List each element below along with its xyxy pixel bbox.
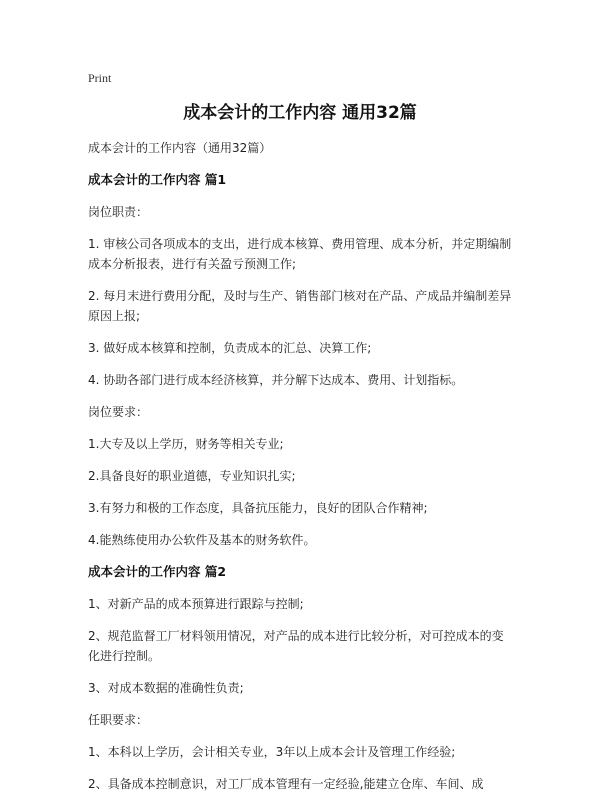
document-title: 成本会计的工作内容 通用32篇 (183, 103, 417, 123)
section-2-duty-item: 1、对新产品的成本预算进行跟踪与控制; (88, 597, 304, 611)
section-2-requirement-item: 1、本科以上学历，会计相关专业，3年以上成本会计及管理工作经验; (88, 745, 456, 759)
section-2-heading: 成本会计的工作内容 篇2 (88, 564, 227, 579)
section-1-requirement-item: 2.具备良好的职业道德，专业知识扎实; (88, 469, 296, 483)
section-2-duty-item: 3、对成本数据的准确性负责; (88, 681, 244, 695)
section-1-requirement-item: 3.有努力和极的工作态度，具备抗压能力，良好的团队合作精神; (88, 501, 428, 515)
section-2-requirement-item: 2、具备成本控制意识，对工厂成本管理有一定经验,能建立仓库、车间、成 (88, 777, 484, 791)
section-2-requirements-label: 任职要求： (88, 713, 149, 727)
section-1-duty-item: 1. 审核公司各项成本的支出，进行成本核算、费用管理、成本分析，并定期编制成本分析报表，进行有关盈亏预测工作; (88, 237, 512, 271)
print-label[interactable]: Print (88, 71, 112, 85)
section-1-requirement-item: 4.能熟练使用办公软件及基本的财务软件。 (88, 533, 316, 547)
section-1-duty-item: 2. 每月末进行费用分配，及时与生产、销售部门核对在产品、产成品并编制差异原因上报; (88, 289, 512, 323)
section-1-duty-item: 4. 协助各部门进行成本经济核算，并分解下达成本、费用、计划指标。 (88, 373, 464, 387)
section-1-duty-item: 3. 做好成本核算和控制，负责成本的汇总、决算工作; (88, 341, 372, 355)
section-1-duties-label: 岗位职责： (88, 205, 149, 219)
document-subtitle: 成本会计的工作内容（通用32篇） (88, 141, 272, 155)
section-1-heading: 成本会计的工作内容 篇1 (88, 172, 227, 187)
section-1-requirement-item: 1.大专及以上学历，财务等相关专业; (88, 437, 284, 451)
section-2-duty-item: 2、规范监督工厂材料领用情况，对产品的成本进行比较分析，对可控成本的变化进行控制。 (88, 629, 504, 663)
section-1-requirements-label: 岗位要求： (88, 405, 149, 419)
